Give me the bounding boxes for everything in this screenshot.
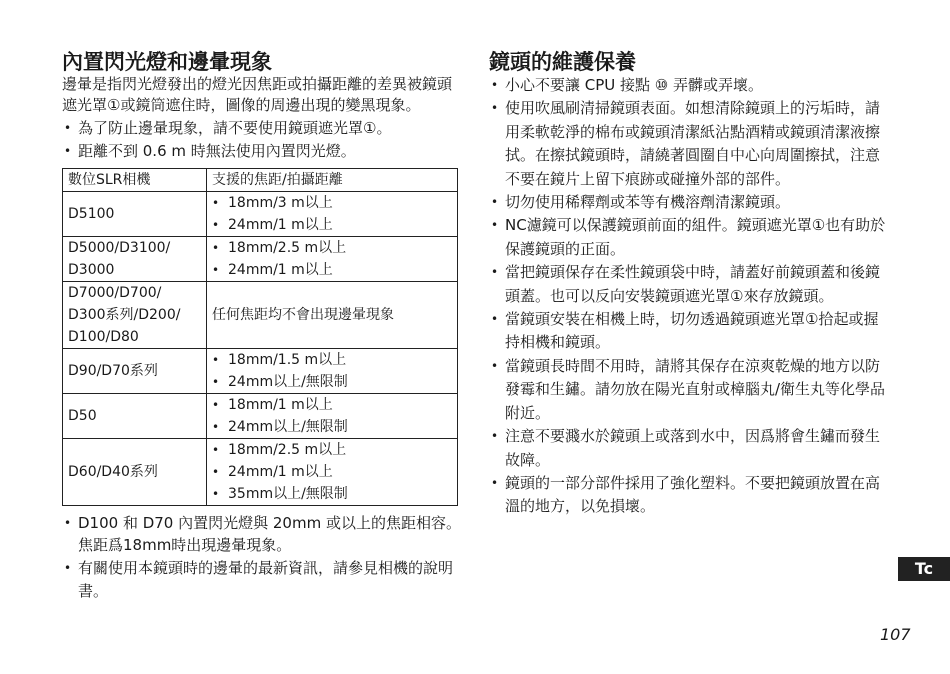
condition-item: • 24mm/1 m以上 <box>212 259 452 281</box>
bullet-item: • 當把鏡頭保存在柔性鏡頭袋中時，請蓋好前鏡頭蓋和後鏡頭蓋。也可以反向安裝鏡頭遮光罩①來存放鏡頭。 <box>489 261 887 308</box>
bullet-item: • 當鏡頭安裝在相機上時，切勿透過鏡頭遮光罩①拾起或握持相機和鏡頭。 <box>489 308 887 355</box>
right-column <box>489 50 887 519</box>
condition-note: 任何焦距均不會出現邊暈現象 <box>207 281 458 348</box>
left-column <box>62 50 462 603</box>
camera-cell <box>63 348 207 393</box>
condition-cell <box>207 191 458 236</box>
lens-care-bullets <box>489 74 887 519</box>
table-row <box>63 348 458 393</box>
condition-item: • 18mm/1.5 m以上 <box>212 349 452 371</box>
condition-item: • 18mm/3 m以上 <box>212 192 452 214</box>
condition-item: • 24mm/1 m以上 <box>212 461 452 483</box>
camera-cell <box>63 281 207 348</box>
table-row <box>63 191 458 236</box>
condition-cell <box>207 348 458 393</box>
condition-cell <box>207 393 458 438</box>
camera-name: D300系列/D200/ <box>68 306 181 323</box>
header-camera: 數位SLR相機 <box>63 168 207 191</box>
table-header-row <box>63 168 458 191</box>
bullet-item: • 當鏡頭長時間不用時，請將其保存在涼爽乾燥的地方以防發霉和生鏽。請勿放在陽光直射或樟腦丸/衛生丸等化學品附近。 <box>489 355 887 425</box>
camera-name: D7000/D700/ <box>68 284 162 301</box>
camera-name: D50 <box>68 407 97 424</box>
bullet-item: • 使用吹風刷清掃鏡頭表面。如想清除鏡頭上的污垢時，請用柔軟乾淨的棉布或鏡頭清潔紙沾點酒精或鏡頭清潔液擦拭。在擦拭鏡頭時，請繞著圓圈自中心向周圍擦拭，注意不要在鏡片上留下痕跡或碰撞外部的部件。 <box>489 97 887 191</box>
camera-cell <box>63 236 207 281</box>
table-row <box>63 393 458 438</box>
camera-name: D100/D80 <box>68 328 139 345</box>
condition-cell <box>207 438 458 505</box>
camera-name: D3000 <box>68 261 115 278</box>
header-focal-distance: 支援的焦距/拍攝距離 <box>207 168 458 191</box>
vignetting-bullets <box>62 117 462 163</box>
condition-item: • 18mm/2.5 m以上 <box>212 237 452 259</box>
condition-item: • 24mm以上/無限制 <box>212 371 452 393</box>
condition-item: • 18mm/2.5 m以上 <box>212 439 452 461</box>
condition-item: • 24mm/1 m以上 <box>212 214 452 236</box>
language-tab: Tc <box>898 557 950 581</box>
table-row <box>63 281 458 348</box>
compatibility-table <box>62 168 458 506</box>
bullet-item: • 距離不到 0.6 m 時無法使用內置閃光燈。 <box>62 140 462 163</box>
camera-name: D60/D40系列 <box>68 463 158 480</box>
note-item: • 有關使用本鏡頭時的邊暈的最新資訊，請參見相機的說明書。 <box>62 557 462 603</box>
condition-item: • 24mm以上/無限制 <box>212 416 452 438</box>
condition-item: • 18mm/1 m以上 <box>212 394 452 416</box>
note-item: • D100 和 D70 內置閃光燈與 20mm 或以上的焦距相容。焦距爲18mm時出現邊暈現象。 <box>62 512 462 558</box>
camera-cell <box>63 191 207 236</box>
page-number: 107 <box>880 625 911 644</box>
flash-vignetting-title: 內置閃光燈和邊暈現象 <box>62 50 272 74</box>
table-row <box>63 236 458 281</box>
camera-cell <box>63 438 207 505</box>
bullet-item: • 鏡頭的一部分部件採用了強化塑料。不要把鏡頭放置在高溫的地方，以免損壞。 <box>489 472 887 519</box>
camera-name: D5100 <box>68 205 115 222</box>
flash-notes <box>62 512 462 603</box>
camera-name: D5000/D3100/ <box>68 239 171 256</box>
vignetting-intro: 邊暈是指閃光燈發出的燈光因焦距或拍攝距離的差異被鏡頭遮光罩①或鏡筒遮住時，圖像的周邊出現的變黑現象。 <box>62 75 453 114</box>
bullet-item: • 為了防止邊暈現象，請不要使用鏡頭遮光罩①。 <box>62 117 462 140</box>
bullet-item: • 切勿使用稀釋劑或苯等有機溶劑清潔鏡頭。 <box>489 191 887 214</box>
condition-cell <box>207 236 458 281</box>
bullet-item: • 注意不要濺水於鏡頭上或落到水中，因爲將會生鏽而發生故障。 <box>489 425 887 472</box>
bullet-item: • NC濾鏡可以保護鏡頭前面的組件。鏡頭遮光罩①也有助於保護鏡頭的正面。 <box>489 214 887 261</box>
bullet-item: • 小心不要讓 CPU 接點 ⑩ 弄髒或弄壞。 <box>489 74 887 97</box>
table-row <box>63 438 458 505</box>
camera-cell <box>63 393 207 438</box>
condition-item: • 35mm以上/無限制 <box>212 483 452 505</box>
camera-name: D90/D70系列 <box>68 362 158 379</box>
lens-care-title: 鏡頭的維護保養 <box>489 50 636 74</box>
